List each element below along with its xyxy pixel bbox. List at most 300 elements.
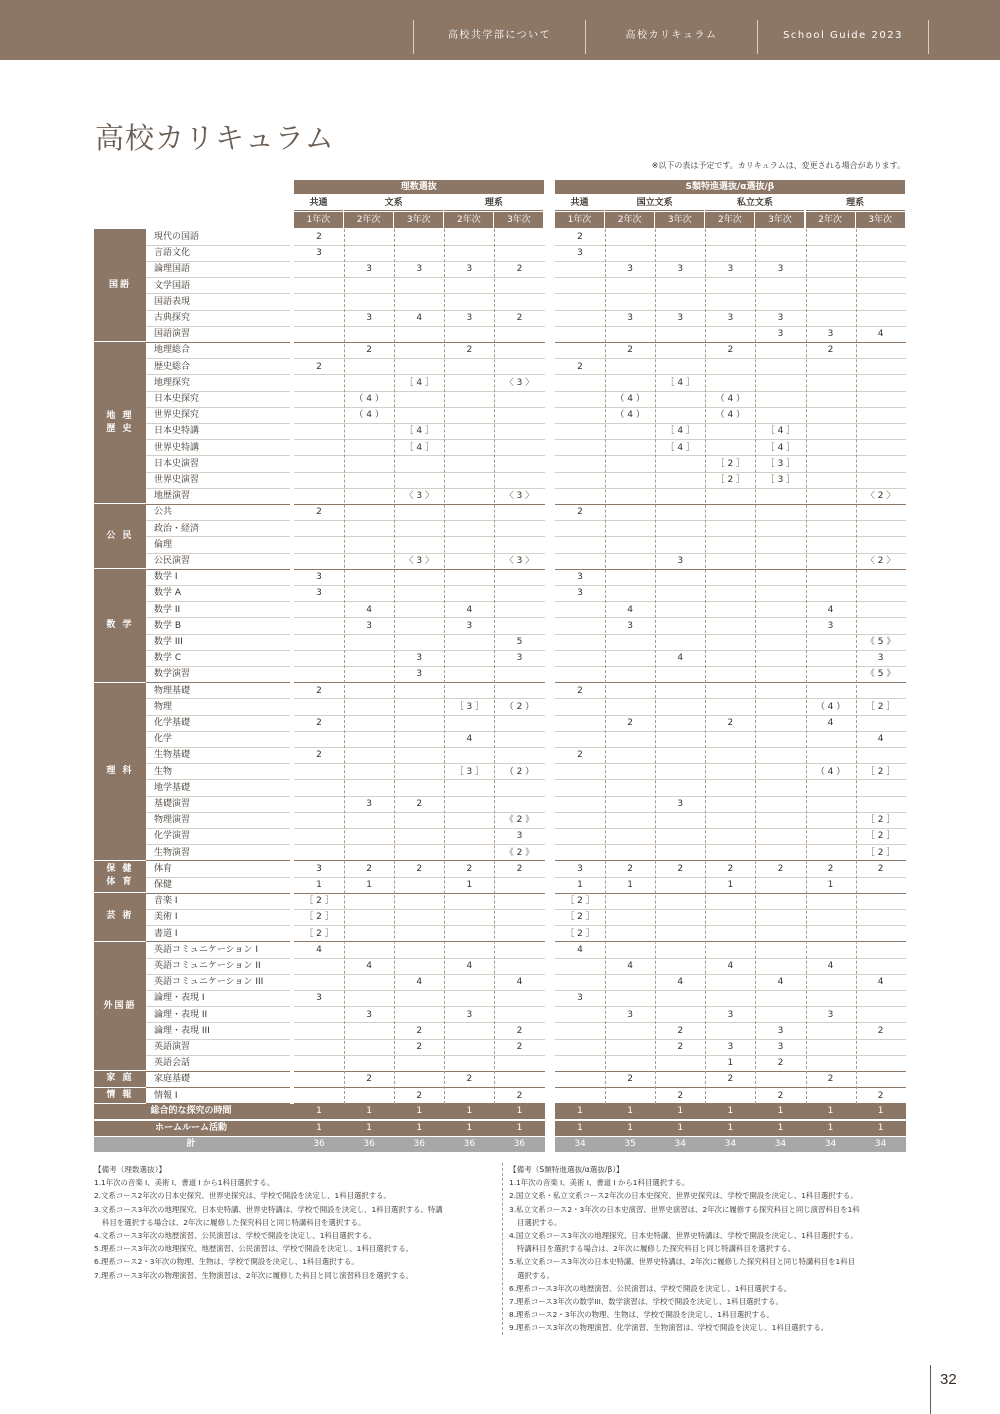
cell-value: ［ 3 ］ bbox=[454, 701, 485, 712]
summary-value: 1 bbox=[366, 1106, 372, 1117]
column-divider bbox=[344, 229, 345, 1104]
cell-value: （ 4 ） bbox=[715, 410, 746, 421]
cell-value: 2 bbox=[577, 507, 583, 518]
cell-value: 4 bbox=[727, 961, 734, 971]
cell-value: ［ 4 ］ bbox=[404, 442, 434, 453]
column-divider bbox=[705, 229, 706, 1104]
total-value: 36 bbox=[413, 1138, 425, 1149]
cell-value: 4 bbox=[577, 944, 583, 955]
category-8: 家 庭 bbox=[94, 1071, 146, 1086]
remark-item: 8.理系コース2・3年次の物理、生物は、学校で開設を決定し、1科目選択する。 bbox=[509, 1310, 774, 1320]
subject-name: 文学国語 bbox=[154, 280, 191, 291]
remark-item: 4.国立文系コース3年次の地理探究、日本史特講、世界史特講は、学校で開設を決定し、1科目選択する。 bbox=[509, 1231, 858, 1241]
cell-value: 〈 3 〉 bbox=[504, 377, 535, 388]
cell-value: 2 bbox=[777, 1058, 784, 1069]
cell-value: 3 bbox=[466, 620, 473, 631]
header-course: 共通 bbox=[294, 195, 343, 211]
cell-value: 3 bbox=[677, 799, 684, 809]
cell-value: ［ 4 ］ bbox=[404, 426, 434, 437]
row-divider bbox=[555, 1022, 906, 1023]
cell-value: ［ 2 ］ bbox=[865, 847, 896, 858]
summary-value: 1 bbox=[777, 1106, 784, 1117]
cell-value: ［ 4 ］ bbox=[665, 426, 695, 437]
summary-value: 1 bbox=[677, 1122, 684, 1133]
summary-value: 1 bbox=[827, 1106, 834, 1117]
row-divider bbox=[555, 990, 906, 991]
cell-value: 3 bbox=[627, 264, 633, 275]
subject-name: 美術 I bbox=[154, 912, 178, 923]
row-divider bbox=[294, 536, 545, 537]
cell-value: 2 bbox=[827, 345, 834, 356]
remark-item: 選択する。 bbox=[517, 1270, 554, 1280]
subject-name: 歴史総合 bbox=[154, 361, 191, 372]
cell-value: 3 bbox=[577, 572, 583, 583]
cell-value: 3 bbox=[727, 1042, 734, 1052]
subject-name: 生物 bbox=[154, 766, 173, 777]
summary-value: 1 bbox=[416, 1106, 423, 1117]
cell-value: ［ 3 ］ bbox=[765, 475, 796, 485]
subject-name: 物理演習 bbox=[154, 815, 191, 826]
category-2: 公 民 bbox=[94, 504, 146, 568]
cell-value: 3 bbox=[577, 588, 583, 599]
row-divider bbox=[555, 245, 906, 246]
cell-value: 《 2 》 bbox=[504, 847, 535, 858]
subject-name: 家庭基礎 bbox=[154, 1074, 191, 1085]
cell-value: 2 bbox=[416, 863, 423, 874]
row-divider bbox=[294, 1071, 545, 1072]
cell-value: 3 bbox=[577, 863, 583, 874]
cell-value: 2 bbox=[316, 507, 322, 518]
subject-name: 世界史探究 bbox=[154, 410, 200, 421]
remark-item: 特講科目を選択する場合は、2年次に履修した探究科目と同じ特講科目を選択する。 bbox=[517, 1244, 796, 1254]
subject-name: 古典探究 bbox=[154, 313, 191, 323]
header-course: 理系 bbox=[806, 195, 905, 211]
cell-value: 4 bbox=[416, 313, 423, 323]
subject-name: 物理 bbox=[154, 701, 173, 712]
cell-value: 3 bbox=[627, 1009, 633, 1020]
cell-value: 1 bbox=[366, 880, 372, 890]
cell-value: 2 bbox=[316, 685, 322, 696]
cell-value: 2 bbox=[877, 1025, 884, 1036]
cell-value: 1 bbox=[577, 880, 583, 890]
cell-value: 〈 3 〉 bbox=[404, 556, 434, 566]
row-divider bbox=[555, 893, 906, 894]
cell-value: 4 bbox=[877, 977, 884, 988]
remark-item: 2.国立文系・私立文系コース2年次の日本史探究、世界史探究は、学校で開設を決定し、1科目選択する。 bbox=[509, 1191, 858, 1201]
total-value: 36 bbox=[363, 1138, 375, 1149]
cell-value: 4 bbox=[516, 977, 523, 988]
cell-value: 2 bbox=[627, 863, 633, 874]
subject-name: 国語演習 bbox=[154, 329, 191, 340]
summary-value: 1 bbox=[827, 1122, 834, 1133]
remark-item: 4.文系コース3年次の地歴演習、公民演習は、学校で開設を決定し、1科目選択する。 bbox=[94, 1231, 377, 1241]
cell-value: 3 bbox=[727, 264, 734, 275]
total-value: 36 bbox=[463, 1138, 476, 1149]
summary-value: 1 bbox=[877, 1106, 884, 1117]
cell-value: 4 bbox=[827, 604, 834, 615]
cell-value: 2 bbox=[577, 750, 583, 761]
cell-value: 3 bbox=[416, 264, 423, 275]
top-header-bar bbox=[0, 0, 1000, 60]
cell-value: 3 bbox=[316, 572, 322, 583]
row-divider bbox=[555, 439, 906, 440]
subject-name: 体育 bbox=[154, 863, 173, 874]
cell-value: ［ 3 ］ bbox=[765, 458, 796, 469]
cell-value: 2 bbox=[727, 718, 734, 728]
subject-name: 公民演習 bbox=[154, 556, 191, 566]
remark-item: 科目を選択する場合は、2年次に履修した探究科目と同じ特講科目を選択する。 bbox=[102, 1217, 366, 1227]
row-divider bbox=[294, 958, 545, 959]
cell-value: ［ 4 ］ bbox=[765, 426, 796, 437]
nav-curriculum[interactable]: 高校カリキュラム bbox=[585, 20, 757, 54]
row-divider bbox=[555, 293, 906, 294]
cell-value: （ 4 ） bbox=[815, 766, 846, 777]
remark-item: 1.1年次の音楽 I、美術 I、書道 I から1科目選択する。 bbox=[509, 1178, 690, 1188]
cell-value: 3 bbox=[516, 653, 523, 664]
nav-school-guide[interactable]: School Guide 2023 bbox=[757, 20, 929, 54]
cell-value: 3 bbox=[366, 799, 372, 809]
cell-value: 3 bbox=[316, 588, 322, 599]
column-divider bbox=[605, 229, 606, 1104]
cell-value: 《 2 》 bbox=[504, 815, 535, 826]
remark-item: 7.理系コース3年次の物理演習、生物演習は、2年次に履修した科目と同じ演習科目を選択する。 bbox=[94, 1270, 414, 1280]
subject-name: 現代の国語 bbox=[154, 232, 200, 242]
cell-value: 4 bbox=[677, 977, 684, 988]
cell-value: 1 bbox=[466, 880, 473, 890]
subject-name: 英語会話 bbox=[154, 1058, 191, 1069]
cell-value: 1 bbox=[316, 880, 322, 890]
header-year: 1年次 bbox=[294, 212, 343, 228]
remark-item: 5.理系コース3年次の地理探究、地歴演習、公民演習は、学校で開設を決定し、1科目選択する。 bbox=[94, 1244, 414, 1254]
cell-value: 3 bbox=[316, 993, 322, 1004]
cell-value: 3 bbox=[577, 248, 583, 259]
cell-value: 3 bbox=[366, 264, 372, 275]
cell-value: （ 4 ） bbox=[354, 394, 384, 404]
subject-name: 数学 II bbox=[154, 604, 181, 615]
subject-name: 生物基礎 bbox=[154, 750, 191, 761]
cell-value: 5 bbox=[516, 637, 523, 647]
row-divider bbox=[555, 374, 906, 375]
cell-value: （ 2 ） bbox=[504, 766, 535, 777]
row-divider bbox=[555, 666, 906, 667]
cell-value: 4 bbox=[777, 977, 784, 988]
cell-value: 4 bbox=[677, 653, 684, 664]
row-divider bbox=[555, 358, 906, 359]
row-divider bbox=[294, 277, 545, 278]
total-value: 34 bbox=[724, 1138, 737, 1149]
summary-label: 総合的な探究の時間 bbox=[150, 1106, 232, 1117]
cell-value: 4 bbox=[827, 961, 834, 971]
cell-value: 2 bbox=[877, 863, 884, 874]
cell-value: 4 bbox=[316, 944, 322, 955]
row-divider bbox=[294, 391, 545, 392]
cell-value: 2 bbox=[577, 685, 583, 696]
subject-name: 言語文化 bbox=[154, 248, 191, 259]
cell-value: ［ 2 ］ bbox=[715, 458, 746, 469]
cell-value: 3 bbox=[827, 1009, 834, 1020]
summary-value: 1 bbox=[777, 1122, 784, 1133]
header-year: 3年次 bbox=[755, 212, 804, 228]
cell-value: 《 5 》 bbox=[865, 669, 896, 680]
cell-value: 2 bbox=[316, 718, 322, 728]
total-value: 36 bbox=[513, 1138, 526, 1149]
row-divider bbox=[555, 488, 906, 489]
cell-value: 2 bbox=[516, 863, 523, 874]
subject-name: 音楽 I bbox=[154, 896, 178, 907]
remarks-title: 【備考（理数選抜）】 bbox=[94, 1165, 167, 1174]
header-year: 2年次 bbox=[344, 212, 393, 228]
cell-value: 3 bbox=[466, 264, 473, 275]
row-divider bbox=[555, 553, 906, 554]
total-value: 36 bbox=[313, 1138, 325, 1149]
row-divider bbox=[555, 585, 906, 586]
cell-value: 2 bbox=[466, 863, 473, 874]
row-divider bbox=[555, 569, 906, 570]
subject-name: 論理国語 bbox=[154, 264, 191, 275]
row-divider bbox=[294, 472, 545, 473]
category-3: 数 学 bbox=[94, 569, 146, 681]
subject-name: 英語コミュニケーション II bbox=[154, 961, 261, 971]
cell-value: 3 bbox=[727, 313, 734, 323]
header-course: 文系 bbox=[344, 195, 443, 211]
cell-value: 2 bbox=[777, 863, 784, 874]
category-9: 情 報 bbox=[94, 1088, 146, 1103]
cell-value: ［ 3 ］ bbox=[454, 766, 485, 777]
cell-value: 3 bbox=[677, 264, 684, 275]
subject-name: 書道 I bbox=[154, 928, 178, 939]
subject-name: 倫理 bbox=[154, 539, 173, 550]
cell-value: 2 bbox=[577, 232, 583, 242]
cell-value: ［ 2 ］ bbox=[865, 815, 896, 826]
cell-value: 2 bbox=[316, 361, 322, 372]
remark-item: 5.私立文系コース3年次の日本史特講、世界史特講は、2年次に履修した探究科目と同じ特講科目を1科目 bbox=[509, 1257, 855, 1267]
cell-value: 1 bbox=[727, 1058, 734, 1069]
subject-name: 情報 I bbox=[154, 1090, 178, 1101]
cell-value: 2 bbox=[877, 1090, 884, 1101]
subject-name: 地学基礎 bbox=[154, 782, 191, 793]
row-divider bbox=[294, 455, 545, 456]
cell-value: 2 bbox=[827, 1074, 834, 1085]
column-divider bbox=[494, 229, 495, 1104]
summary-label: ホームルーム活動 bbox=[154, 1122, 227, 1133]
total-value: 34 bbox=[824, 1138, 837, 1149]
category-7: 外国語 bbox=[94, 942, 146, 1071]
summary-value: 1 bbox=[627, 1106, 633, 1117]
row-divider bbox=[555, 925, 906, 926]
cell-value: （ 4 ） bbox=[815, 701, 846, 712]
cell-value: ［ 4 ］ bbox=[404, 377, 434, 388]
subject-name: 化学 bbox=[154, 734, 173, 745]
cell-value: 2 bbox=[316, 750, 322, 761]
row-divider bbox=[294, 1055, 545, 1056]
cell-value: 4 bbox=[466, 961, 473, 971]
column-divider bbox=[856, 229, 857, 1104]
summary-value: 1 bbox=[316, 1106, 322, 1117]
subject-name: 保健 bbox=[154, 880, 173, 890]
row-divider bbox=[555, 520, 906, 521]
cell-value: 4 bbox=[466, 604, 473, 615]
subject-name: 英語コミュニケーション I bbox=[154, 944, 258, 955]
cell-value: 2 bbox=[677, 1042, 684, 1052]
summary-value: 1 bbox=[627, 1122, 633, 1133]
cell-value: 4 bbox=[366, 604, 372, 615]
row-divider bbox=[555, 844, 906, 845]
cell-value: ［ 2 ］ bbox=[304, 928, 334, 939]
cell-value: 2 bbox=[316, 232, 322, 242]
subject-name: 地理探究 bbox=[154, 377, 191, 388]
cell-value: 3 bbox=[366, 1009, 372, 1020]
total-value: 34 bbox=[874, 1138, 887, 1149]
column-divider bbox=[444, 229, 445, 1104]
summary-value: 1 bbox=[577, 1122, 583, 1133]
remark-item: 7.理系コース3年次の数学III、数学演習は、学校で開設を決定し、1科目選択する。 bbox=[509, 1297, 783, 1307]
row-divider bbox=[555, 909, 906, 910]
cell-value: 4 bbox=[877, 734, 884, 745]
row-divider bbox=[294, 293, 545, 294]
cell-value: 3 bbox=[827, 620, 834, 631]
row-divider bbox=[555, 779, 906, 780]
cell-value: 〈 3 〉 bbox=[504, 556, 535, 566]
cell-value: 2 bbox=[466, 345, 473, 356]
total-value: 34 bbox=[674, 1138, 686, 1149]
cell-value: 2 bbox=[416, 799, 423, 809]
header-year: 3年次 bbox=[856, 212, 905, 228]
header-year: 3年次 bbox=[394, 212, 443, 228]
page-number: 32 bbox=[930, 1365, 957, 1414]
row-divider bbox=[555, 828, 906, 829]
cell-value: 〈 3 〉 bbox=[404, 491, 434, 502]
cell-value: 2 bbox=[677, 1025, 684, 1036]
summary-value: 1 bbox=[466, 1106, 473, 1117]
summary-value: 1 bbox=[316, 1122, 322, 1133]
column-divider bbox=[806, 229, 807, 1104]
subject-name: 日本史演習 bbox=[154, 458, 200, 469]
cell-value: 2 bbox=[627, 1074, 633, 1085]
remark-item: 6.理系コース3年次の地歴演習、公民演習は、学校で開設を決定し、1科目選択する。 bbox=[509, 1283, 792, 1293]
cell-value: 2 bbox=[577, 361, 583, 372]
cell-value: ［ 2 ］ bbox=[565, 912, 595, 923]
cell-value: 2 bbox=[516, 1025, 523, 1036]
remarks-s-class bbox=[502, 1163, 912, 1335]
cell-value: 3 bbox=[777, 313, 784, 323]
cell-value: 3 bbox=[777, 329, 784, 340]
cell-value: 1 bbox=[627, 880, 633, 890]
remark-item: 1.1年次の音楽 I、美術 I、書道 I から1科目選択する。 bbox=[94, 1178, 275, 1188]
cell-value: 2 bbox=[516, 1090, 523, 1101]
nav-about[interactable]: 高校共学部について bbox=[413, 20, 585, 54]
subject-name: 日本史特講 bbox=[154, 426, 200, 437]
subject-name: 化学演習 bbox=[154, 831, 191, 842]
cell-value: 3 bbox=[316, 863, 322, 874]
summary-value: 1 bbox=[727, 1122, 734, 1133]
remark-item: 3.私立文系コース2・3年次の日本史演習、世界史演習は、2年次に履修する探究科目と同じ演習科目を1科 bbox=[509, 1204, 860, 1214]
cell-value: ［ 2 ］ bbox=[565, 896, 595, 907]
header-group: S類特進選抜/α選抜/β bbox=[555, 180, 905, 194]
cell-value: 3 bbox=[416, 669, 423, 680]
cell-value: 4 bbox=[466, 734, 473, 745]
category-5: 保 健 体 育 bbox=[94, 861, 146, 892]
subject-name: 数学 III bbox=[154, 637, 183, 647]
total-value: 34 bbox=[574, 1138, 586, 1149]
cell-value: 4 bbox=[827, 718, 834, 728]
remark-item: 目選択する。 bbox=[517, 1217, 562, 1227]
cell-value: 3 bbox=[677, 313, 684, 323]
cell-value: 〈 2 〉 bbox=[865, 556, 896, 566]
header-year: 2年次 bbox=[444, 212, 493, 228]
subject-name: 地歴演習 bbox=[154, 491, 191, 502]
cell-value: 3 bbox=[677, 556, 684, 566]
column-divider bbox=[394, 229, 395, 1104]
cell-value: 4 bbox=[416, 977, 423, 988]
category-6: 芸 術 bbox=[94, 893, 146, 941]
remark-item: 6.理系コース2・3年次の物理、生物は、学校で開設を決定し、1科目選択する。 bbox=[94, 1257, 359, 1267]
cell-value: （ 4 ） bbox=[715, 394, 746, 404]
cell-value: 3 bbox=[727, 1009, 734, 1020]
column-divider bbox=[655, 229, 656, 1104]
header-year: 3年次 bbox=[494, 212, 543, 228]
summary-value: 1 bbox=[366, 1122, 372, 1133]
cell-value: 3 bbox=[777, 1025, 784, 1036]
subject-name: 論理・表現 III bbox=[154, 1025, 210, 1036]
cell-value: 2 bbox=[627, 345, 633, 356]
subject-name: 英語演習 bbox=[154, 1042, 191, 1052]
summary-value: 1 bbox=[516, 1106, 523, 1117]
row-divider bbox=[555, 650, 906, 651]
remark-item: 9.理系コース3年次の物理演習、化学演習、生物演習は、学校で開設を決定し、1科目選択する。 bbox=[509, 1323, 829, 1333]
subject-name: 基礎演習 bbox=[154, 799, 191, 809]
cell-value: 3 bbox=[516, 831, 523, 842]
subject-name: 物理基礎 bbox=[154, 685, 191, 696]
cell-value: 2 bbox=[466, 1074, 473, 1085]
cell-value: 2 bbox=[677, 863, 684, 874]
row-divider bbox=[555, 634, 906, 635]
subject-name: 化学基礎 bbox=[154, 718, 191, 728]
cell-value: 3 bbox=[777, 264, 784, 275]
cell-value: 4 bbox=[877, 329, 884, 340]
header-course: 私立文系 bbox=[705, 195, 804, 211]
header-year: 2年次 bbox=[705, 212, 754, 228]
subject-name: 政治・経済 bbox=[154, 523, 200, 534]
row-divider bbox=[294, 601, 545, 602]
cell-value: 2 bbox=[627, 718, 633, 728]
cell-value: 2 bbox=[366, 345, 372, 356]
cell-value: 〈 2 〉 bbox=[865, 491, 896, 502]
row-divider bbox=[294, 779, 545, 780]
total-value: 34 bbox=[774, 1138, 787, 1149]
row-divider bbox=[555, 731, 906, 732]
cell-value: 3 bbox=[466, 1009, 473, 1020]
header-course: 共通 bbox=[555, 195, 604, 211]
subject-name: 論理・表現 I bbox=[154, 993, 205, 1004]
cell-value: ［ 2 ］ bbox=[865, 831, 896, 842]
cell-value: ［ 4 ］ bbox=[665, 377, 695, 388]
row-divider bbox=[555, 796, 906, 797]
cell-value: 3 bbox=[316, 248, 322, 259]
cell-value: （ 4 ） bbox=[615, 394, 645, 404]
cell-value: ［ 2 ］ bbox=[304, 896, 334, 907]
cell-value: ［ 4 ］ bbox=[665, 442, 695, 453]
subject-name: 数学 B bbox=[154, 620, 182, 631]
cell-value: 3 bbox=[577, 993, 583, 1004]
subject-name: 論理・表現 II bbox=[154, 1009, 208, 1020]
summary-value: 1 bbox=[516, 1122, 523, 1133]
row-divider bbox=[555, 812, 906, 813]
header-year: 2年次 bbox=[806, 212, 855, 228]
category-0: 国語 bbox=[94, 229, 146, 341]
category-1: 地 理 歴 史 bbox=[94, 342, 146, 503]
cell-value: 2 bbox=[727, 1074, 734, 1085]
summary-value: 1 bbox=[416, 1122, 423, 1133]
